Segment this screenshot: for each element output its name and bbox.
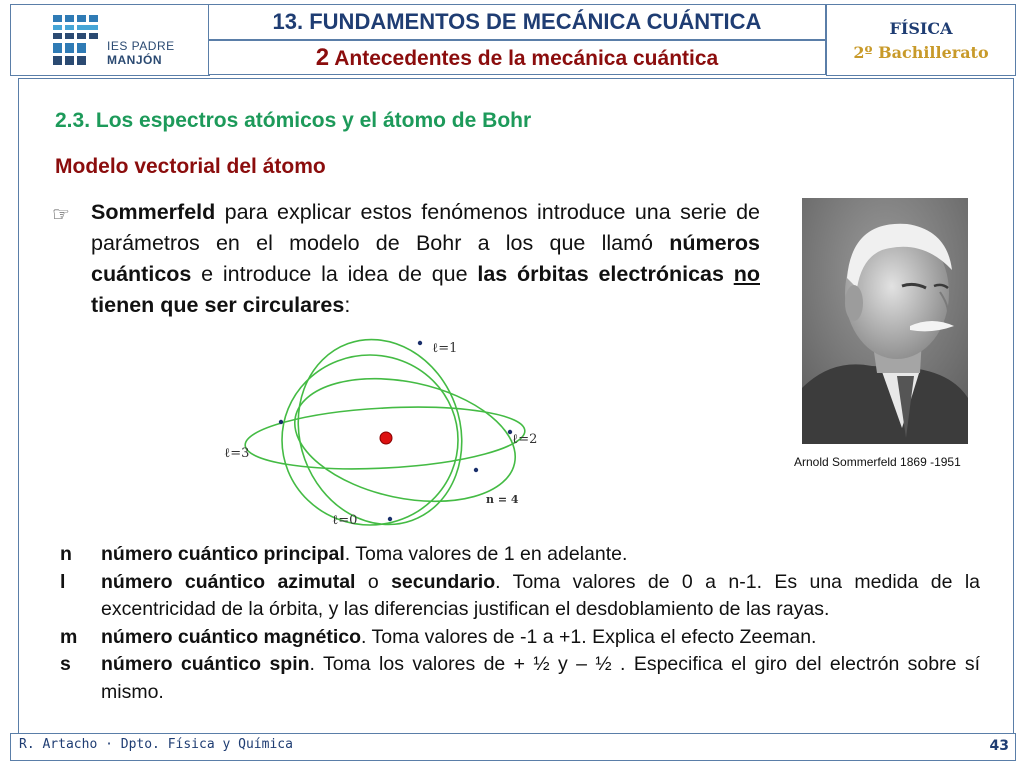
qn-name-n: número cuántico principal (101, 543, 345, 565)
qn-desc-n: . Toma valores de 1 en adelante. (344, 543, 628, 565)
school-logo (10, 4, 210, 76)
para-text-2: e introduce la idea de que (191, 262, 478, 286)
chapter-title (208, 40, 826, 75)
topic-title: Modelo vectorial del átomo (55, 155, 326, 178)
portrait-image (802, 198, 968, 444)
para-text-3: : (344, 293, 351, 317)
electron-1 (418, 341, 422, 345)
label-n: n = 4 (486, 493, 519, 506)
course-info (826, 4, 1016, 76)
chapter-name: Antecedentes de la mecánica cuántica (334, 47, 719, 70)
qn-name-m: número cuántico magnético (101, 625, 362, 648)
orbit-l1 (273, 332, 488, 532)
qn-desc-s: . Toma los valores de + ½ y – ½ . Especifica el giro del electrón sobre sí mismo. (101, 653, 980, 703)
orbit-diagram (220, 332, 560, 532)
label-l3: ℓ=3 (224, 446, 250, 461)
qn-symbol-n: n (60, 543, 72, 565)
qn-symbol-l: l (60, 570, 66, 593)
qn-name-l: número cuántico azimutal (101, 570, 356, 593)
sommerfeld-paragraph (91, 197, 760, 321)
school-name (107, 39, 175, 67)
school-logo-bars (53, 43, 105, 65)
nucleus (380, 432, 392, 444)
unit-title: 13. FUNDAMENTOS DE MECÁNICA CUÁNTICA (208, 4, 826, 40)
qn-desc-l: . Toma valores de 0 a n-1. Es una medida de la excentricidad de la órbita, y las diferencias justifican el desdoblamiento de las rayas. (101, 570, 980, 620)
list-item-l (60, 569, 980, 624)
section-title: 2.3. Los espectros atómicos y el átomo de Bohr (55, 109, 532, 132)
slide-footer (10, 733, 1016, 761)
portrait-caption: Arnold Sommerfeld 1869 -1951 (794, 455, 961, 469)
para-term-quantum-numbers: números cuánticos (91, 231, 760, 286)
para-text-1: para explicar estos fenómenos introduce una serie de parámetros en el modelo de Bohr a los que llamó (91, 200, 760, 255)
sommerfeld-portrait (802, 198, 968, 444)
qn-name-s: número cuántico spin (101, 653, 310, 675)
qn-symbol-s: s (60, 653, 71, 675)
chapter-number: 2 (315, 44, 330, 71)
page-number: 43 (989, 738, 1009, 754)
label-l2: ℓ=2 (512, 432, 538, 447)
school-logo-icon (53, 15, 105, 39)
course-subject: FÍSICA (889, 19, 953, 38)
para-term-circular: tienen que ser circulares (91, 293, 345, 317)
label-l0: ℓ=0 (332, 513, 358, 528)
footer-author: R. Artacho · Dpto. Física y Química (19, 737, 293, 752)
qn-desc-m: . Toma valores de -1 a +1. Explica el efecto Zeeman. (361, 625, 817, 648)
electron-2 (279, 420, 283, 424)
course-level: 2º Bachillerato (853, 43, 989, 62)
slide-header (10, 4, 1014, 76)
school-name-line1: IES PADRE (107, 39, 175, 53)
para-term-no: no (733, 262, 760, 286)
para-term-orbits: las órbitas electrónicas (477, 262, 734, 286)
electron-4 (474, 468, 478, 472)
school-name-line2: MANJÓN (107, 53, 163, 67)
qn-symbol-m: m (60, 625, 78, 648)
list-item-m (60, 624, 980, 652)
quantum-numbers-list (60, 541, 980, 706)
list-item-n (60, 541, 980, 569)
label-l1: ℓ=1 (432, 341, 458, 356)
qn-mid-l: o (355, 570, 392, 593)
qn-name2-l: secundario (391, 570, 496, 593)
electron-5 (388, 517, 392, 521)
list-item-s (60, 651, 980, 706)
pointing-hand-icon: ☞ (52, 204, 70, 226)
para-term-sommerfeld: Sommerfeld (91, 200, 216, 224)
